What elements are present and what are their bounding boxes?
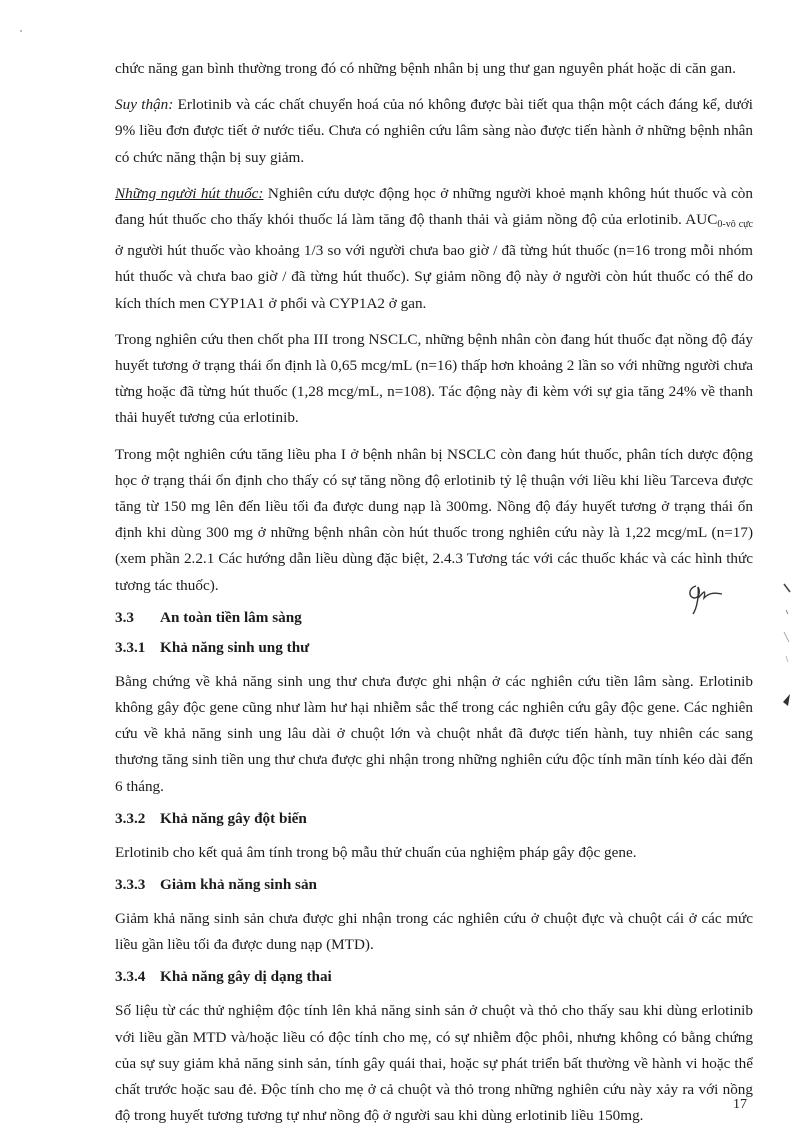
heading-3-3-1 [115, 639, 753, 657]
heading-number: 3.3.3 [115, 876, 146, 894]
heading-3-3 [115, 609, 753, 627]
text-renal: Erlotinib và các chất chuyển hoá của nó không được bài tiết qua thận một cách đáng kể, dưới 9% liều đơn được tiết ở nước tiểu. Chưa có nghiên cứu lâm sàng nào được tiến hành ở những bệnh nhân có chức năng thận bị suy giảm. [115, 96, 753, 166]
heading-3-3-3 [115, 876, 753, 894]
paragraph-fertility: Giảm khả năng sinh sản chưa được ghi nhận trong các nghiên cứu ở chuột đực và chuột cái ở các mức liều gần liều tối đa được dung nạp (MTD). [115, 910, 753, 954]
document-body [115, 56, 753, 1140]
heading-number: 3.3.1 [115, 638, 146, 656]
label-renal: Suy thận: [115, 96, 174, 114]
paragraph-mutagenicity: Erlotinib cho kết quả âm tính trong bộ mẫu thử chuẩn của nghiệm pháp gây độc gene. [115, 843, 637, 861]
heading-title: Khả năng gây đột biến [160, 809, 307, 827]
text-smokers-a: Nghiên cứu dược động học ở những người khoẻ mạnh không hút thuốc và còn đang hút thuốc cho thấy khói thuốc lá làm tăng độ thanh thải và giảm nồng độ của erlotinib. AUC [115, 184, 753, 229]
label-smokers: Những người hút thuốc: [115, 184, 264, 202]
margin-scan-marks [780, 580, 794, 720]
heading-3-3-2 [115, 810, 753, 828]
paragraph-carcinogenicity: Bằng chứng về khả năng sinh ung thư chưa được ghi nhận ở các nghiên cứu tiền lâm sàng. Erlotinib không gây độc gene cũng như làm hư hại nhiễm sắc thể trong các nghiên cứu gây độc gene. Các nghiên cứu về khả năng sinh ung lâu dài ở chuột lớn và chuột nhắt đã được tiến hành, tuy nhiên các sang thương tăng sinh tiền ung thư chưa được ghi nhận trong những nghiên cứu độc tính mãn tính kéo dài đến 6 tháng. [115, 672, 753, 795]
paragraph-smokers [115, 181, 753, 317]
paragraph-teratogenicity: Số liệu từ các thử nghiệm độc tính lên khả năng sinh sản ở chuột và thỏ cho thấy sau khi dùng erlotinib với liều gần MTD và/hoặc liều có độc tính cho mẹ, có sự nhiễm độc phôi, nhưng không có bằng chứng của sự suy giảm khả năng sinh sản, tính gây quái thai, hoặc sự phát triển bất thường về hành vi hoặc thể chất trước hoặc sau đẻ. Độc tính cho mẹ ở cả chuột và thỏ trong những nghiên cứu này xảy ra với nồng độ trong huyết tương tương tự như nồng độ ở người sau khi dùng erlotinib liều 150mg. [115, 1002, 753, 1125]
paragraph-phase3: Trong nghiên cứu then chốt pha III trong NSCLC, những bệnh nhân còn đang hút thuốc đạt nồng độ đáy huyết tương ở trạng thái ổn định là 0,65 mcg/mL (n=16) thấp hơn khoảng 2 lần so với những người chưa từng hoặc đã từng hút thuốc (1,28 mcg/mL, n=108). Tác động này đi kèm với sự gia tăng 24% về thanh thải huyết tương của erlotinib. [115, 330, 753, 427]
heading-title: An toàn tiền lâm sàng [160, 608, 302, 626]
paragraph-renal [115, 92, 753, 171]
scan-speck [20, 30, 22, 32]
paragraph-hepatic: chức năng gan bình thường trong đó có những bệnh nhân bị ung thư gan nguyên phát hoặc di căn gan. [115, 60, 736, 77]
text-smokers-b: ở người hút thuốc vào khoảng 1/3 so với người chưa bao giờ / đã từng hút thuốc (n=16 trong mỗi nhóm hút thuốc và chưa bao giờ / đã từng hút thuốc). Sự giảm nồng độ này ở người còn hút thuốc có thể do kích thích men CYP1A1 ở phổi và CYP1A2 ở gan. [115, 242, 753, 312]
heading-number: 3.3.4 [115, 968, 146, 986]
heading-3-3-4 [115, 968, 753, 986]
page-number: 17 [733, 1097, 747, 1112]
heading-title: Khả năng sinh ung thư [160, 638, 310, 656]
handwritten-initial [682, 580, 732, 620]
heading-number: 3.3.2 [115, 809, 146, 827]
paragraph-phase1: Trong một nghiên cứu tăng liều pha I ở bệnh nhân bị NSCLC còn đang hút thuốc, phân tích dược động học ở trạng thái ổn định cho thấy có sự tăng nồng độ erlotinib tỷ lệ thuận với liều khi liều Tarceva được tăng từ 150 mg lên đến liều tối đa được dung nạp là 300mg. Nồng độ đáy huyết tương ở trạng thái ổn định khi dùng 300 mg ở những bệnh nhân còn hút thuốc trong nghiên cứu này là 1,22 mcg/mL (n=17) (xem phần 2.2.1 Các hướng dẫn liều dùng đặc biệt, 2.4.3 Tương tác với các thuốc khác và các hình thức tương tác thuốc). [115, 445, 753, 594]
auc-subscript: 0-vô cực [717, 219, 753, 231]
heading-number: 3.3 [115, 608, 134, 626]
heading-title: Khả năng gây dị dạng thai [160, 968, 332, 986]
heading-title: Giảm khả năng sinh sản [160, 876, 318, 894]
